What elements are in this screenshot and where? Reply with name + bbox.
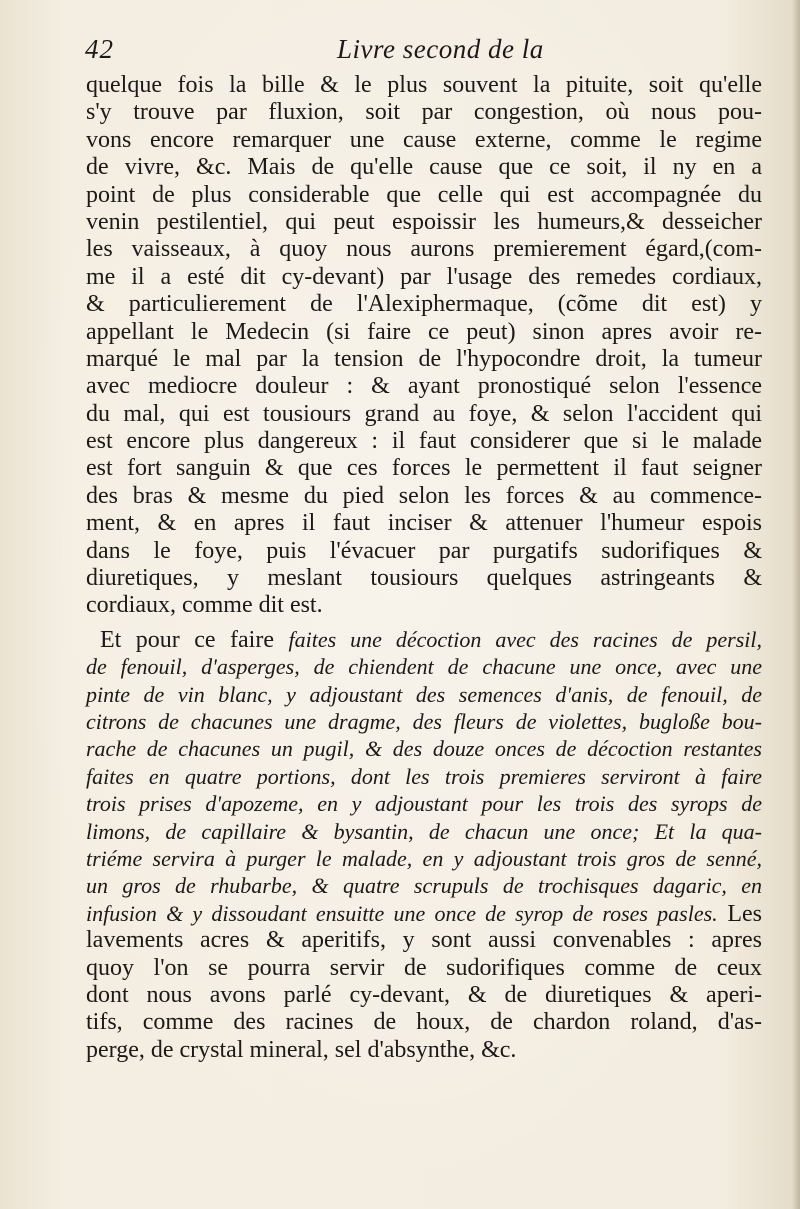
page-header <box>85 34 765 68</box>
text-line: marqué le mal par la tension de l'hypocondre droit, la tumeur <box>86 345 762 372</box>
italic-line: trois prises d'apozeme, en y adjoustant pour les trois des syrops de <box>86 791 762 817</box>
italic-line: de fenouil, d'asperges, de chiendent de chacune une once, avec une <box>86 654 762 680</box>
italic-line: un gros de rhubarbe, & quatre scrupuls de trochisques dagaric, en <box>86 873 762 899</box>
text-line: perge, de crystal mineral, sel d'absynthe, &c. <box>86 1036 517 1063</box>
italic-line: pinte de vin blanc, y adjoustant des semences d'anis, de fenouil, de <box>86 681 762 707</box>
italic-run: faites une décoction avec des racines de persil, <box>288 626 762 652</box>
text-line: est fort sanguin & que ces forces le permettent il faut seigner <box>86 455 762 482</box>
text-line <box>86 900 762 927</box>
text-line: du mal, qui est tousiours grand au foye, & selon l'accident qui <box>86 400 762 427</box>
text-line: ment, & en apres il faut inciser & attenuer l'humeur espois <box>86 510 762 537</box>
text-line: lavements acres & aperitifs, y sont aussi convenables : apres <box>86 927 762 954</box>
text-line: venin pestilentiel, qui peut espoissir les humeurs,& desseicher <box>86 208 762 235</box>
roman-run: Les <box>727 900 763 927</box>
text-line: vons encore remarquer une cause externe, comme le regime <box>86 126 762 153</box>
running-title: Livre second de la <box>337 34 544 64</box>
page-number: 42 <box>85 34 114 64</box>
text-line: des bras & mesme du pied selon les forces & au commence- <box>86 482 762 509</box>
italic-line: triéme servira à purger le malade, en y adjoustant trois gros de senné, <box>86 845 762 871</box>
text-line: cordiaux, comme dit est. <box>86 592 323 619</box>
text-line: point de plus considerable que celle qui est accompagnée du <box>86 181 762 208</box>
italic-line: limons, de capillaire & bysantin, de chacun une once; Et la qua- <box>86 818 762 844</box>
text-line: est encore plus dangereux : il faut considerer que si le malade <box>86 428 762 455</box>
italic-line: rache de chacunes un pugil, & des douze onces de décoction restantes <box>86 736 762 762</box>
text-line <box>86 626 762 653</box>
roman-run: Et pour ce faire <box>100 626 274 653</box>
italic-line: citrons de chacunes une dragme, des fleurs de violettes, bugloße bou- <box>86 708 762 734</box>
italic-run: infusion & y dissoudant ensuitte une once de syrop de roses pasles. <box>86 900 718 926</box>
text-line: dans le foye, puis l'évacuer par purgatifs sudorifiques & <box>86 537 762 564</box>
text-line: s'y trouve par fluxion, soit par congestion, où nous pou- <box>86 99 762 126</box>
text-line: les vaisseaux, à quoy nous aurons premierement égard,(com- <box>86 236 762 263</box>
text-line: quelque fois la bille & le plus souvent la pituite, soit qu'elle <box>86 72 762 98</box>
text-line: appellant le Medecin (si faire ce peut) sinon apres avoir re- <box>86 318 762 345</box>
text-line: & particulierement de l'Alexiphermaque, (cõme dit est) y <box>86 291 762 318</box>
text-line: dont nous avons parlé cy-devant, & de diuretiques & aperi- <box>86 981 762 1008</box>
text-line: me il a esté dit cy-devant) par l'usage des remedes cordiaux, <box>86 263 762 290</box>
italic-line: faites en quatre portions, dont les trois premieres serviront à faire <box>86 763 762 789</box>
text-line: diuretiques, y meslant tousiours quelques astringeants & <box>86 565 762 592</box>
body-text <box>86 72 762 1064</box>
page-edge-shadow <box>792 0 800 1209</box>
text-line: quoy l'on se pourra servir de sudorifiques comme de ceux <box>86 954 762 981</box>
text-line: de vivre, &c. Mais de qu'elle cause que ce soit, il ny en a <box>86 154 762 181</box>
text-line: avec mediocre douleur : & ayant pronostiqué selon l'essence <box>86 373 762 400</box>
text-line: tifs, comme des racines de houx, de chardon roland, d'as- <box>86 1009 762 1036</box>
